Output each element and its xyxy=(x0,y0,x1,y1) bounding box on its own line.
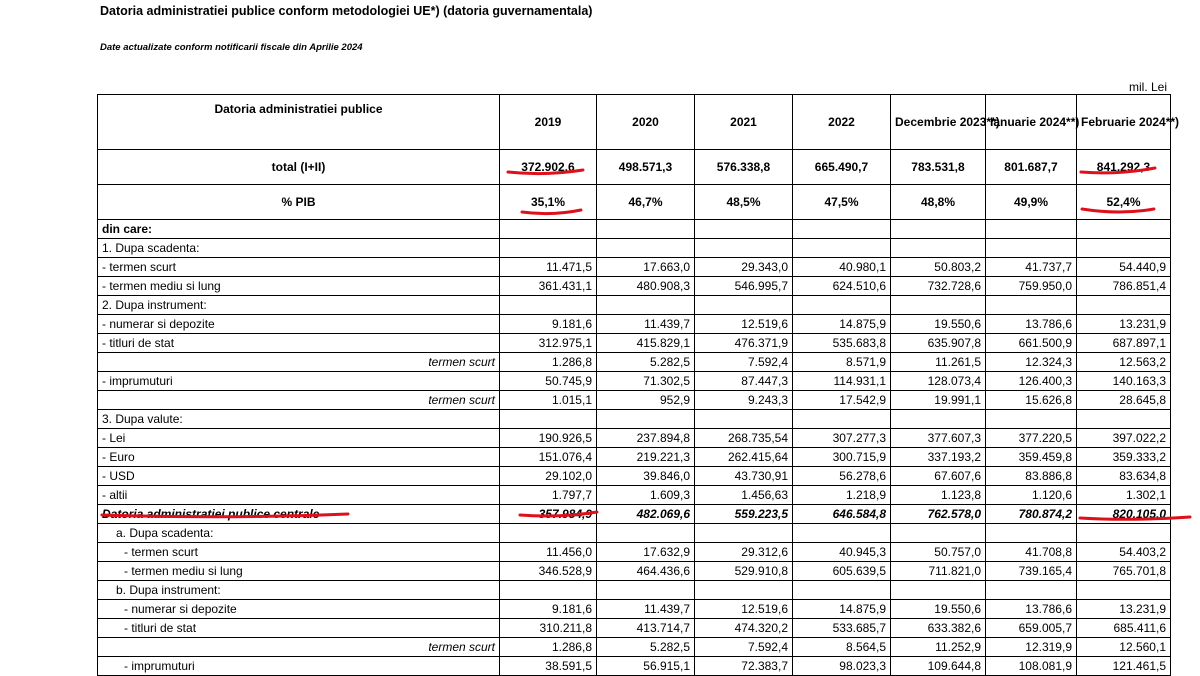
value-cell: 19.550,6 xyxy=(891,315,986,334)
value-cell: 56.915,1 xyxy=(597,657,695,676)
value-cell: 464.436,6 xyxy=(597,562,695,581)
document-subtitle: Date actualizate conform notificarii fiscale din Aprilie 2024 xyxy=(100,42,363,53)
value-cell: 128.073,4 xyxy=(891,372,986,391)
table-row xyxy=(98,581,1171,600)
table-row xyxy=(98,619,1171,638)
value-cell: 19.991,1 xyxy=(891,391,986,410)
value-cell: 786.851,4 xyxy=(1077,277,1171,296)
table-row xyxy=(98,410,1171,429)
value-cell: 357.984,9 xyxy=(500,505,597,524)
value-cell: 7.592,4 xyxy=(695,353,793,372)
row-label: - Euro xyxy=(98,448,500,467)
value-cell xyxy=(695,220,793,239)
value-cell xyxy=(793,239,891,258)
value-cell: 50.757,0 xyxy=(891,543,986,562)
value-cell xyxy=(597,239,695,258)
value-cell: 1.302,1 xyxy=(1077,486,1171,505)
value-cell: 307.277,3 xyxy=(793,429,891,448)
value-cell: 52,4% xyxy=(1077,185,1171,220)
column-header: 2020 xyxy=(597,95,695,150)
value-cell: 49,9% xyxy=(986,185,1077,220)
value-cell xyxy=(793,524,891,543)
table-row xyxy=(98,657,1171,676)
value-cell: 535.683,8 xyxy=(793,334,891,353)
value-cell xyxy=(695,239,793,258)
value-cell: 54.440,9 xyxy=(1077,258,1171,277)
row-label: - imprumuturi xyxy=(98,657,500,676)
value-cell: 48,8% xyxy=(891,185,986,220)
table-row xyxy=(98,372,1171,391)
value-cell: 7.592,4 xyxy=(695,638,793,657)
row-label: 3. Dupa valute: xyxy=(98,410,500,429)
value-cell: 1.123,8 xyxy=(891,486,986,505)
table-header-row xyxy=(98,95,1171,150)
value-cell: 529.910,8 xyxy=(695,562,793,581)
value-cell: 646.584,8 xyxy=(793,505,891,524)
value-cell xyxy=(891,239,986,258)
value-cell: 372.902,6 xyxy=(500,150,597,185)
value-cell: 28.645,8 xyxy=(1077,391,1171,410)
value-cell: 711.821,0 xyxy=(891,562,986,581)
value-cell xyxy=(1077,524,1171,543)
value-cell: 841.292,3 xyxy=(1077,150,1171,185)
value-cell: 50.803,2 xyxy=(891,258,986,277)
value-cell: 685.411,6 xyxy=(1077,619,1171,638)
value-cell: 11.471,5 xyxy=(500,258,597,277)
value-cell: 498.571,3 xyxy=(597,150,695,185)
value-cell: 759.950,0 xyxy=(986,277,1077,296)
value-cell: 1.286,8 xyxy=(500,638,597,657)
value-cell xyxy=(1077,220,1171,239)
value-cell: 29.312,6 xyxy=(695,543,793,562)
value-cell xyxy=(891,524,986,543)
value-cell: 1.015,1 xyxy=(500,391,597,410)
value-cell: 12.319,9 xyxy=(986,638,1077,657)
value-cell: 762.578,0 xyxy=(891,505,986,524)
value-cell: 413.714,7 xyxy=(597,619,695,638)
value-cell: 476.371,9 xyxy=(695,334,793,353)
column-header: Ianuarie 2024**) xyxy=(986,95,1077,150)
value-cell: 546.995,7 xyxy=(695,277,793,296)
value-cell: 140.163,3 xyxy=(1077,372,1171,391)
value-cell xyxy=(891,410,986,429)
value-cell xyxy=(891,581,986,600)
value-cell: 633.382,6 xyxy=(891,619,986,638)
value-cell: 310.211,8 xyxy=(500,619,597,638)
value-cell: 1.797,7 xyxy=(500,486,597,505)
value-cell: 300.715,9 xyxy=(793,448,891,467)
table-row xyxy=(98,220,1171,239)
value-cell: 40.980,1 xyxy=(793,258,891,277)
value-cell: 739.165,4 xyxy=(986,562,1077,581)
row-label: - imprumuturi xyxy=(98,372,500,391)
value-cell: 13.231,9 xyxy=(1077,315,1171,334)
row-label: - termen mediu si lung xyxy=(98,562,500,581)
value-cell: 12.519,6 xyxy=(695,600,793,619)
row-label: - termen scurt xyxy=(98,543,500,562)
value-cell: 71.302,5 xyxy=(597,372,695,391)
value-cell xyxy=(597,410,695,429)
row-label: total (I+II) xyxy=(98,150,500,185)
row-label: - numerar si depozite xyxy=(98,315,500,334)
row-label: - termen scurt xyxy=(98,258,500,277)
value-cell xyxy=(986,410,1077,429)
value-cell: 659.005,7 xyxy=(986,619,1077,638)
value-cell: 8.564,5 xyxy=(793,638,891,657)
value-cell xyxy=(1077,296,1171,315)
column-header: Februarie 2024**) xyxy=(1077,95,1171,150)
value-cell: 605.639,5 xyxy=(793,562,891,581)
row-label: - altii xyxy=(98,486,500,505)
value-cell xyxy=(695,296,793,315)
corner-header: Datoria administratiei publice xyxy=(98,95,500,150)
value-cell: 5.282,5 xyxy=(597,638,695,657)
row-label: termen scurt xyxy=(98,353,500,372)
value-cell: 41.708,8 xyxy=(986,543,1077,562)
value-cell xyxy=(1077,239,1171,258)
value-cell xyxy=(793,296,891,315)
value-cell: 121.461,5 xyxy=(1077,657,1171,676)
value-cell xyxy=(986,581,1077,600)
value-cell: 11.439,7 xyxy=(597,315,695,334)
value-cell xyxy=(793,220,891,239)
value-cell: 190.926,5 xyxy=(500,429,597,448)
value-cell xyxy=(597,524,695,543)
value-cell xyxy=(793,581,891,600)
value-cell: 474.320,2 xyxy=(695,619,793,638)
value-cell: 687.897,1 xyxy=(1077,334,1171,353)
row-label: a. Dupa scadenta: xyxy=(98,524,500,543)
table-row xyxy=(98,296,1171,315)
value-cell: 43.730,91 xyxy=(695,467,793,486)
value-cell: 576.338,8 xyxy=(695,150,793,185)
column-header: Decembrie 2023**) xyxy=(891,95,986,150)
table-row xyxy=(98,239,1171,258)
value-cell: 783.531,8 xyxy=(891,150,986,185)
value-cell: 765.701,8 xyxy=(1077,562,1171,581)
value-cell xyxy=(500,239,597,258)
value-cell: 11.252,9 xyxy=(891,638,986,657)
value-cell: 56.278,6 xyxy=(793,467,891,486)
value-cell: 665.490,7 xyxy=(793,150,891,185)
row-label: 2. Dupa instrument: xyxy=(98,296,500,315)
value-cell: 482.069,6 xyxy=(597,505,695,524)
value-cell xyxy=(986,220,1077,239)
row-label: Datoria administratiei publice centrale xyxy=(98,505,500,524)
value-cell: 219.221,3 xyxy=(597,448,695,467)
value-cell: 98.023,3 xyxy=(793,657,891,676)
value-cell xyxy=(500,296,597,315)
value-cell: 29.102,0 xyxy=(500,467,597,486)
value-cell xyxy=(891,296,986,315)
value-cell: 397.022,2 xyxy=(1077,429,1171,448)
value-cell: 17.663,0 xyxy=(597,258,695,277)
value-cell: 67.607,6 xyxy=(891,467,986,486)
value-cell: 1.286,8 xyxy=(500,353,597,372)
value-cell xyxy=(500,581,597,600)
row-label: % PIB xyxy=(98,185,500,220)
value-cell: 14.875,9 xyxy=(793,315,891,334)
value-cell xyxy=(695,581,793,600)
column-header: 2019 xyxy=(500,95,597,150)
value-cell: 35,1% xyxy=(500,185,597,220)
value-cell: 415.829,1 xyxy=(597,334,695,353)
table-row xyxy=(98,486,1171,505)
value-cell: 38.591,5 xyxy=(500,657,597,676)
value-cell: 151.076,4 xyxy=(500,448,597,467)
value-cell: 48,5% xyxy=(695,185,793,220)
row-label: termen scurt xyxy=(98,638,500,657)
row-label: - termen mediu si lung xyxy=(98,277,500,296)
value-cell xyxy=(597,220,695,239)
unit-label: mil. Lei xyxy=(1128,80,1167,94)
value-cell: 635.907,8 xyxy=(891,334,986,353)
table-row xyxy=(98,185,1171,220)
table-row xyxy=(98,315,1171,334)
value-cell: 359.333,2 xyxy=(1077,448,1171,467)
value-cell xyxy=(500,410,597,429)
value-cell: 17.542,9 xyxy=(793,391,891,410)
table-row xyxy=(98,600,1171,619)
value-cell: 359.459,8 xyxy=(986,448,1077,467)
column-header: 2022 xyxy=(793,95,891,150)
value-cell: 83.886,8 xyxy=(986,467,1077,486)
value-cell: 346.528,9 xyxy=(500,562,597,581)
value-cell: 12.324,3 xyxy=(986,353,1077,372)
document-title: Datoria administratiei publice conform metodologiei UE*) (datoria guvernamentala) xyxy=(100,4,593,18)
value-cell xyxy=(597,581,695,600)
value-cell: 13.786,6 xyxy=(986,600,1077,619)
table-row xyxy=(98,353,1171,372)
value-cell xyxy=(986,239,1077,258)
value-cell xyxy=(986,524,1077,543)
value-cell: 40.945,3 xyxy=(793,543,891,562)
value-cell: 87.447,3 xyxy=(695,372,793,391)
value-cell: 46,7% xyxy=(597,185,695,220)
value-cell: 9.181,6 xyxy=(500,600,597,619)
table-row xyxy=(98,258,1171,277)
table-row xyxy=(98,334,1171,353)
table-row xyxy=(98,150,1171,185)
value-cell: 9.243,3 xyxy=(695,391,793,410)
value-cell: 11.261,5 xyxy=(891,353,986,372)
value-cell: 47,5% xyxy=(793,185,891,220)
table-row xyxy=(98,448,1171,467)
value-cell: 377.607,3 xyxy=(891,429,986,448)
value-cell: 268.735,54 xyxy=(695,429,793,448)
value-cell xyxy=(793,410,891,429)
row-label: termen scurt xyxy=(98,391,500,410)
value-cell xyxy=(500,220,597,239)
value-cell: 54.403,2 xyxy=(1077,543,1171,562)
table-row xyxy=(98,562,1171,581)
value-cell: 11.439,7 xyxy=(597,600,695,619)
value-cell: 12.563,2 xyxy=(1077,353,1171,372)
value-cell: 17.632,9 xyxy=(597,543,695,562)
debt-table xyxy=(97,94,1180,676)
value-cell xyxy=(1077,410,1171,429)
value-cell: 12.519,6 xyxy=(695,315,793,334)
value-cell: 661.500,9 xyxy=(986,334,1077,353)
value-cell xyxy=(500,524,597,543)
value-cell: 14.875,9 xyxy=(793,600,891,619)
value-cell: 126.400,3 xyxy=(986,372,1077,391)
value-cell: 114.931,1 xyxy=(793,372,891,391)
value-cell: 237.894,8 xyxy=(597,429,695,448)
row-label: - numerar si depozite xyxy=(98,600,500,619)
value-cell xyxy=(1077,581,1171,600)
value-cell: 780.874,2 xyxy=(986,505,1077,524)
value-cell: 337.193,2 xyxy=(891,448,986,467)
table-row xyxy=(98,638,1171,657)
value-cell: 72.383,7 xyxy=(695,657,793,676)
value-cell xyxy=(695,410,793,429)
value-cell: 5.282,5 xyxy=(597,353,695,372)
row-label: - USD xyxy=(98,467,500,486)
value-cell: 480.908,3 xyxy=(597,277,695,296)
row-label: b. Dupa instrument: xyxy=(98,581,500,600)
value-cell: 8.571,9 xyxy=(793,353,891,372)
value-cell: 559.223,5 xyxy=(695,505,793,524)
value-cell: 1.456,63 xyxy=(695,486,793,505)
value-cell: 361.431,1 xyxy=(500,277,597,296)
value-cell: 1.218,9 xyxy=(793,486,891,505)
value-cell: 13.231,9 xyxy=(1077,600,1171,619)
table-row xyxy=(98,505,1171,524)
value-cell: 1.609,3 xyxy=(597,486,695,505)
value-cell: 312.975,1 xyxy=(500,334,597,353)
column-header: 2021 xyxy=(695,95,793,150)
value-cell: 262.415,64 xyxy=(695,448,793,467)
table-row xyxy=(98,467,1171,486)
value-cell: 108.081,9 xyxy=(986,657,1077,676)
value-cell: 732.728,6 xyxy=(891,277,986,296)
value-cell: 624.510,6 xyxy=(793,277,891,296)
value-cell xyxy=(597,296,695,315)
value-cell: 41.737,7 xyxy=(986,258,1077,277)
value-cell: 50.745,9 xyxy=(500,372,597,391)
value-cell xyxy=(986,296,1077,315)
table-row xyxy=(98,543,1171,562)
value-cell: 39.846,0 xyxy=(597,467,695,486)
value-cell: 377.220,5 xyxy=(986,429,1077,448)
value-cell: 19.550,6 xyxy=(891,600,986,619)
row-label: - titluri de stat xyxy=(98,619,500,638)
row-label: 1. Dupa scadenta: xyxy=(98,239,500,258)
value-cell: 13.786,6 xyxy=(986,315,1077,334)
value-cell: 109.644,8 xyxy=(891,657,986,676)
table-row xyxy=(98,277,1171,296)
value-cell: 15.626,8 xyxy=(986,391,1077,410)
value-cell xyxy=(695,524,793,543)
value-cell: 801.687,7 xyxy=(986,150,1077,185)
value-cell: 952,9 xyxy=(597,391,695,410)
table-row xyxy=(98,391,1171,410)
value-cell: 12.560,1 xyxy=(1077,638,1171,657)
table-row xyxy=(98,524,1171,543)
value-cell: 83.634,8 xyxy=(1077,467,1171,486)
value-cell: 820.105,0 xyxy=(1077,505,1171,524)
table-row xyxy=(98,429,1171,448)
value-cell: 533.685,7 xyxy=(793,619,891,638)
value-cell: 11.456,0 xyxy=(500,543,597,562)
value-cell xyxy=(891,220,986,239)
value-cell: 1.120,6 xyxy=(986,486,1077,505)
value-cell: 29.343,0 xyxy=(695,258,793,277)
row-label: din care: xyxy=(98,220,500,239)
value-cell: 9.181,6 xyxy=(500,315,597,334)
row-label: - Lei xyxy=(98,429,500,448)
row-label: - titluri de stat xyxy=(98,334,500,353)
